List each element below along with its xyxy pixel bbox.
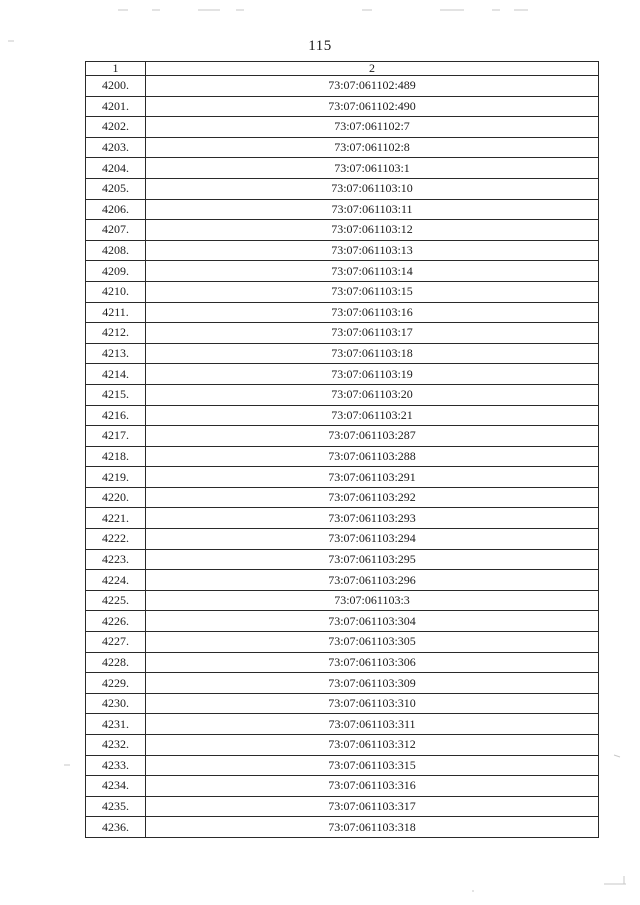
cadastral-number-cell: 73:07:061103:287 <box>146 426 599 447</box>
row-number-cell: 4222. <box>86 529 146 550</box>
table-row <box>86 755 599 776</box>
row-number-cell: 4224. <box>86 570 146 591</box>
cadastral-number-cell: 73:07:061103:317 <box>146 796 599 817</box>
table-row <box>86 487 599 508</box>
cadastral-number-cell: 73:07:061103:309 <box>146 673 599 694</box>
row-number-cell: 4230. <box>86 693 146 714</box>
table-row <box>86 220 599 241</box>
row-number-cell: 4203. <box>86 137 146 158</box>
cadastral-number-cell: 73:07:061103:11 <box>146 199 599 220</box>
cadastral-number-cell: 73:07:061103:16 <box>146 302 599 323</box>
table-row <box>86 776 599 797</box>
row-number-cell: 4236. <box>86 817 146 838</box>
row-number-cell: 4208. <box>86 240 146 261</box>
table-row <box>86 549 599 570</box>
table-body <box>86 76 599 838</box>
row-number-cell: 4200. <box>86 76 146 97</box>
table-row <box>86 240 599 261</box>
row-number-cell: 4217. <box>86 426 146 447</box>
table-row <box>86 178 599 199</box>
cadastral-number-cell: 73:07:061103:288 <box>146 446 599 467</box>
page-number: 115 <box>308 38 332 54</box>
row-number-cell: 4201. <box>86 96 146 117</box>
table-row <box>86 529 599 550</box>
cadastral-number-cell: 73:07:061103:315 <box>146 755 599 776</box>
table-row <box>86 199 599 220</box>
table-row <box>86 261 599 282</box>
column-header-1: 1 <box>86 62 146 76</box>
cadastral-number-table <box>85 61 599 838</box>
cadastral-number-cell: 73:07:061102:7 <box>146 117 599 138</box>
table-row <box>86 590 599 611</box>
cadastral-number-cell: 73:07:061103:294 <box>146 529 599 550</box>
table-row <box>86 281 599 302</box>
row-number-cell: 4218. <box>86 446 146 467</box>
table-row <box>86 714 599 735</box>
cadastral-number-cell: 73:07:061103:312 <box>146 735 599 756</box>
table-row <box>86 632 599 653</box>
row-number-cell: 4220. <box>86 487 146 508</box>
row-number-cell: 4221. <box>86 508 146 529</box>
table-row <box>86 364 599 385</box>
row-number-cell: 4234. <box>86 776 146 797</box>
table-row <box>86 158 599 179</box>
row-number-cell: 4214. <box>86 364 146 385</box>
table-row <box>86 426 599 447</box>
row-number-cell: 4225. <box>86 590 146 611</box>
cadastral-number-cell: 73:07:061102:489 <box>146 76 599 97</box>
table-row <box>86 652 599 673</box>
table-row <box>86 611 599 632</box>
table-row <box>86 735 599 756</box>
row-number-cell: 4216. <box>86 405 146 426</box>
row-number-cell: 4204. <box>86 158 146 179</box>
row-number-cell: 4223. <box>86 549 146 570</box>
cadastral-number-cell: 73:07:061103:20 <box>146 384 599 405</box>
table-row <box>86 343 599 364</box>
table-row <box>86 117 599 138</box>
cadastral-number-cell: 73:07:061103:316 <box>146 776 599 797</box>
cadastral-number-cell: 73:07:061103:292 <box>146 487 599 508</box>
table-row <box>86 570 599 591</box>
row-number-cell: 4210. <box>86 281 146 302</box>
table-row <box>86 796 599 817</box>
row-number-cell: 4213. <box>86 343 146 364</box>
row-number-cell: 4207. <box>86 220 146 241</box>
row-number-cell: 4226. <box>86 611 146 632</box>
row-number-cell: 4235. <box>86 796 146 817</box>
table-row <box>86 508 599 529</box>
cadastral-number-cell: 73:07:061103:14 <box>146 261 599 282</box>
cadastral-number-cell: 73:07:061103:296 <box>146 570 599 591</box>
cadastral-number-cell: 73:07:061103:15 <box>146 281 599 302</box>
cadastral-number-cell: 73:07:061103:318 <box>146 817 599 838</box>
cadastral-number-cell: 73:07:061103:295 <box>146 549 599 570</box>
cadastral-number-cell: 73:07:061103:12 <box>146 220 599 241</box>
cadastral-number-cell: 73:07:061103:21 <box>146 405 599 426</box>
cadastral-number-cell: 73:07:061103:17 <box>146 323 599 344</box>
cadastral-number-cell: 73:07:061103:18 <box>146 343 599 364</box>
table-row <box>86 405 599 426</box>
cadastral-number-cell: 73:07:061103:304 <box>146 611 599 632</box>
row-number-cell: 4206. <box>86 199 146 220</box>
column-header-2: 2 <box>146 62 599 76</box>
row-number-cell: 4205. <box>86 178 146 199</box>
cadastral-number-cell: 73:07:061103:310 <box>146 693 599 714</box>
table-row <box>86 673 599 694</box>
table-row <box>86 96 599 117</box>
cadastral-number-cell: 73:07:061103:293 <box>146 508 599 529</box>
cadastral-number-cell: 73:07:061103:10 <box>146 178 599 199</box>
cadastral-number-cell: 73:07:061103:306 <box>146 652 599 673</box>
cadastral-number-cell: 73:07:061103:311 <box>146 714 599 735</box>
table-row <box>86 302 599 323</box>
row-number-cell: 4229. <box>86 673 146 694</box>
row-number-cell: 4232. <box>86 735 146 756</box>
cadastral-number-cell: 73:07:061103:13 <box>146 240 599 261</box>
row-number-cell: 4215. <box>86 384 146 405</box>
row-number-cell: 4231. <box>86 714 146 735</box>
row-number-cell: 4209. <box>86 261 146 282</box>
cadastral-number-cell: 73:07:061103:3 <box>146 590 599 611</box>
row-number-cell: 4227. <box>86 632 146 653</box>
cadastral-number-cell: 73:07:061103:291 <box>146 467 599 488</box>
table-row <box>86 817 599 838</box>
table-row <box>86 693 599 714</box>
row-number-cell: 4233. <box>86 755 146 776</box>
table-row <box>86 323 599 344</box>
table-row <box>86 467 599 488</box>
row-number-cell: 4228. <box>86 652 146 673</box>
cadastral-number-cell: 73:07:061103:1 <box>146 158 599 179</box>
row-number-cell: 4219. <box>86 467 146 488</box>
row-number-cell: 4202. <box>86 117 146 138</box>
table-row <box>86 76 599 97</box>
row-number-cell: 4211. <box>86 302 146 323</box>
row-number-cell: 4212. <box>86 323 146 344</box>
cadastral-number-cell: 73:07:061103:305 <box>146 632 599 653</box>
cadastral-number-cell: 73:07:061103:19 <box>146 364 599 385</box>
table-row <box>86 446 599 467</box>
cadastral-number-cell: 73:07:061102:490 <box>146 96 599 117</box>
table-header-row <box>86 62 599 76</box>
table-row <box>86 137 599 158</box>
table-row <box>86 384 599 405</box>
cadastral-number-cell: 73:07:061102:8 <box>146 137 599 158</box>
